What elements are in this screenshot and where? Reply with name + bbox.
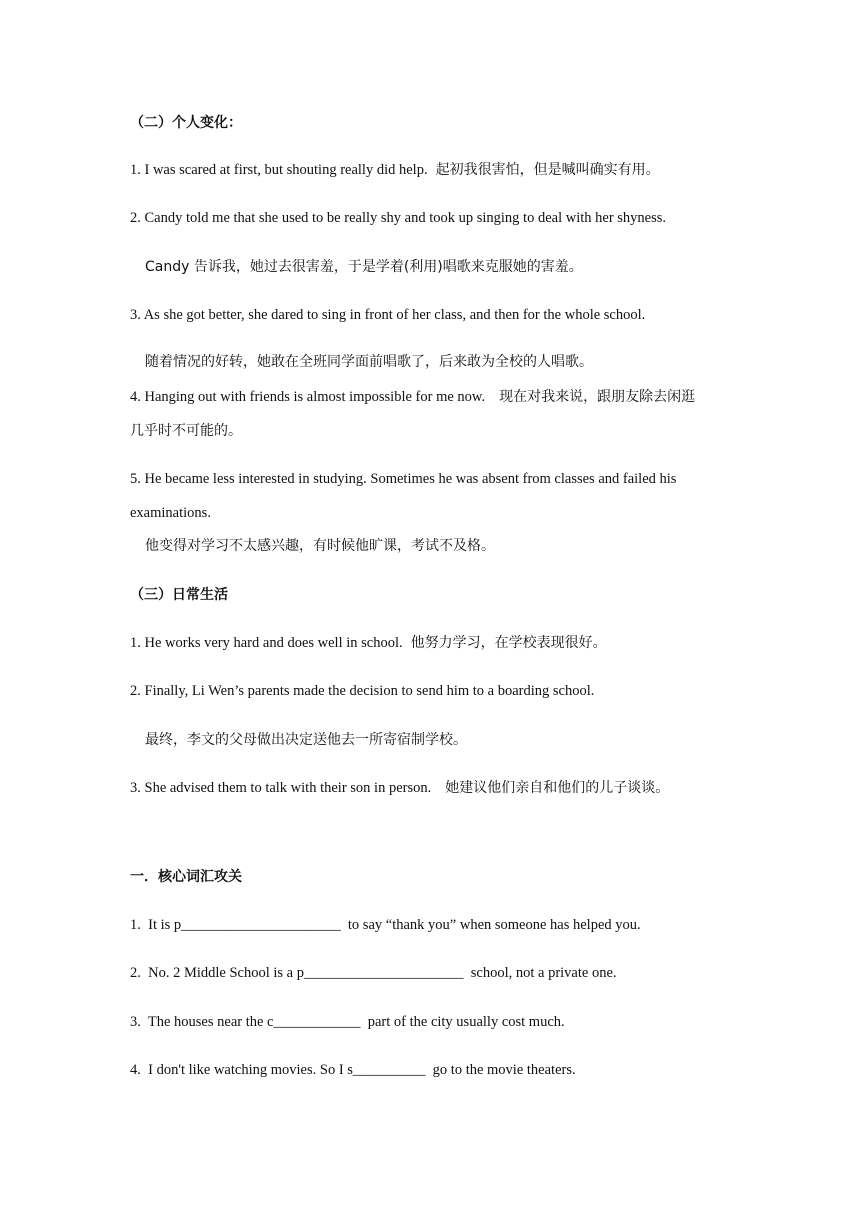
vocab-item-1: 1. It is p______________________ to say “thank you” when someone has helped you. — [130, 917, 641, 933]
section-heading-daily: （三）日常生活 — [130, 587, 228, 603]
sentence-zh: 她建议他们亲自和他们的儿子谈谈。 — [445, 780, 670, 796]
sentence-zh: 现在对我来说，跟朋友除去闲逛 — [499, 389, 696, 405]
daily-sentence-2-zh: 最终，李文的父母做出决定送他去一所寄宿制学校。 — [145, 732, 467, 748]
vocab-item-4: 4. I don't like watching movies. So I s__________ go to the movie theaters. — [130, 1062, 576, 1078]
sentence-zh: 他努力学习，在学校表现很好。 — [410, 635, 607, 651]
sentence-5-zh: 他变得对学习不太感兴趣，有时候他旷课，考试不及格。 — [145, 538, 495, 554]
section-heading-vocab: 一．核心词汇攻关 — [130, 869, 242, 885]
sentence-5-en: 5. He became less interested in studying. Sometimes he was absent from classes and failed his — [130, 471, 677, 487]
sentence-en: 1. I was scared at first, but shouting really did help. — [130, 162, 428, 178]
sentence-zh: 起初我很害怕，但是喊叫确实有用。 — [435, 162, 660, 178]
sentence-3-zh: 随着情况的好转，她敢在全班同学面前唱歌了，后来敢为全校的人唱歌。 — [145, 354, 593, 370]
daily-sentence-3 — [130, 778, 669, 798]
sentence-4 — [130, 387, 695, 407]
daily-sentence-1 — [130, 633, 607, 653]
vocab-item-3: 3. The houses near the c____________ part of the city usually cost much. — [130, 1014, 565, 1030]
sentence-en: 4. Hanging out with friends is almost impossible for me now. — [130, 389, 486, 405]
sentence-2-zh: Candy 告诉我，她过去很害羞，于是学着(利用)唱歌来克服她的害羞。 — [145, 259, 583, 275]
sentence-en: 3. She advised them to talk with their son in person. — [130, 780, 432, 796]
sentence-4-zh-cont: 几乎时不可能的。 — [130, 423, 242, 439]
vocab-item-2: 2. No. 2 Middle School is a p______________________ school, not a private one. — [130, 965, 617, 981]
sentence-3-en: 3. As she got better, she dared to sing in front of her class, and then for the whole school. — [130, 307, 646, 323]
daily-sentence-2-en: 2. Finally, Li Wen’s parents made the decision to send him to a boarding school. — [130, 683, 595, 699]
sentence-en: 1. He works very hard and does well in school. — [130, 635, 403, 651]
sentence-1 — [130, 160, 660, 180]
sentence-5-en-cont: examinations. — [130, 505, 211, 521]
section-heading-personal: （二）个人变化： — [130, 115, 242, 131]
sentence-2-en: 2. Candy told me that she used to be really shy and took up singing to deal with her shyness. — [130, 210, 667, 226]
